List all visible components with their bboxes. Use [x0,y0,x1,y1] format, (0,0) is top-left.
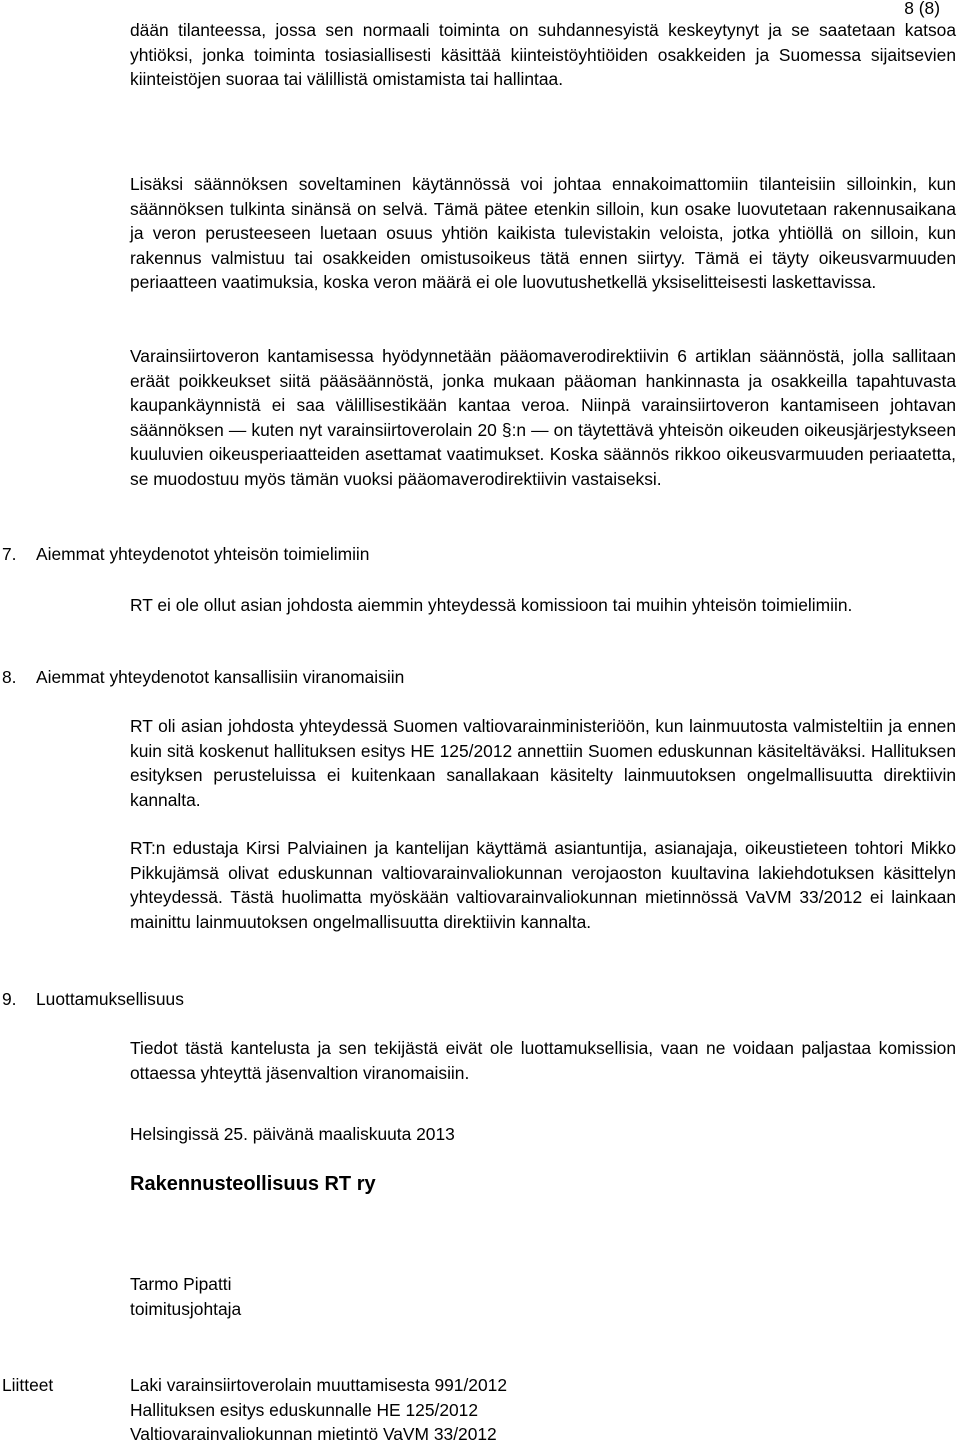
attachments-list [130,1373,507,1447]
paragraph-3: Varainsiirtoveron kantamisessa hyödynnetään pääomaverodirektiivin 6 artiklan säännöstä, jolla sallitaan eräät poikkeukset siitä pääsäännöstä, jonka mukaan pääoman hankinnasta ja osakkeilla tapahtuvasta kaupankäynnistä ei saa välillisestikään kantaa veroa. Niinpä varainsiirtoveron kantamiseen johtavan säännöksen — kuten nyt varainsiirtoverolain 20 §:n — on täytettävä yhteisön oikeuden oikeusjärjestykseen kuuluvien oikeusperiaatteiden asettamat vaatimukset. Koska säännös rikkoo oikeusvarmuuden periaatetta, se muodostuu myös tämän vuoksi pääomaverodirektiivin vastaiseksi. [130,346,956,489]
heading-section-7 [2,542,369,566]
paragraph-1: dään tilanteessa, jossa sen normaali toiminta on suhdannesyistä keskeytynyt ja se saatetaan katsoa yhtiöksi, jonka toiminta tosiasiallisesti käsittää kiinteistöyhtiöiden osakkeiden ja Suomessa sijaitsevien kiinteistöjen suoraa tai välillistä omistamista tai hallintaa. [130,20,956,90]
place-date: Helsingissä 25. päivänä maaliskuuta 2013 [130,1124,455,1144]
heading-text: Luottamuksellisuus [36,989,184,1009]
signer-name: Tarmo Pipatti [130,1274,232,1294]
organization-name: Rakennusteollisuus RT ry [130,1173,376,1195]
attachment-item: Valtiovarainvaliokunnan mietintö VaVM 33/2012 [130,1424,497,1444]
heading-text: Aiemmat yhteydenotot yhteisön toimielimiin [36,544,370,564]
heading-section-9 [2,987,184,1011]
heading-number: 7. [2,544,17,564]
paragraph-7: Tiedot tästä kantelusta ja sen tekijästä eivät ole luottamuksellisia, vaan ne voidaan paljastaa komission ottaessa yhteyttä jäsenvaltion viranomaisiin. [130,1038,956,1083]
paragraph-4: RT ei ole ollut asian johdosta aiemmin yhteydessä komissioon tai muihin yhteisön toimielimiin. [130,595,853,615]
paragraph-6: RT:n edustaja Kirsi Palviainen ja kantelijan käyttämä asiantuntija, asianajaja, oikeustieteen tohtori Mikko Pikkujämsä olivat eduskunnan valtiovarainvaliokunnan verojaoston kuultavina lakiehdotuksen käsittelyn yhteydessä. Tästä huolimatta myöskään valtiovarainvaliokunnan mietinnössä VaVM 33/2012 ei lainkaan mainittu lainmuutoksen ongelmallisuutta direktiivin kannalta. [130,838,956,932]
heading-number: 9. [2,989,17,1009]
heading-text: Aiemmat yhteydenotot kansallisiin viranomaisiin [36,667,405,687]
attachment-item: Hallituksen esitys eduskunnalle HE 125/2012 [130,1399,479,1420]
page-number: 8 (8) [904,0,940,18]
signer-title: toimitusjohtaja [130,1299,242,1319]
attachment-item: Laki varainsiirtoverolain muuttamisesta 991/2012 [130,1375,507,1395]
paragraph-2: Lisäksi säännöksen soveltaminen käytännössä voi johtaa ennakoimattomiin tilanteisiin silloinkin, kun säännöksen tulkinta sinänsä on selvä. Tämä pätee etenkin silloin, kun osake luovutetaan rakennusaikana ja veron perusteeseen luetaan osuus yhtiön kaikista tulevistakin veloista, jotka yhtiöllä on silloin, kun rakennus valmistuu tai osakkeiden omistusoikeus tätä ennen siirtyy. Tämä ei täyty oikeusvarmuuden periaatteen vaatimuksia, koska veron määrä ei ole luovutushetkellä yksiselitteisesti laskettavissa. [130,174,956,293]
attachments-label: Liitteet [2,1375,54,1395]
heading-section-8 [2,665,404,689]
heading-number: 8. [2,667,17,687]
paragraph-5: RT oli asian johdosta yhteydessä Suomen valtiovarainministeriöön, kun lainmuutosta valmisteltiin ja ennen kuin sitä koskenut hallituksen esitys HE 125/2012 annettiin Suomen eduskunnan käsiteltäväksi. Hallituksen esityksen perusteluissa ei kuitenkaan sanallakaan käsitelty lainmuutoksen ongelmallisuutta direktiivin kannalta. [130,716,956,810]
